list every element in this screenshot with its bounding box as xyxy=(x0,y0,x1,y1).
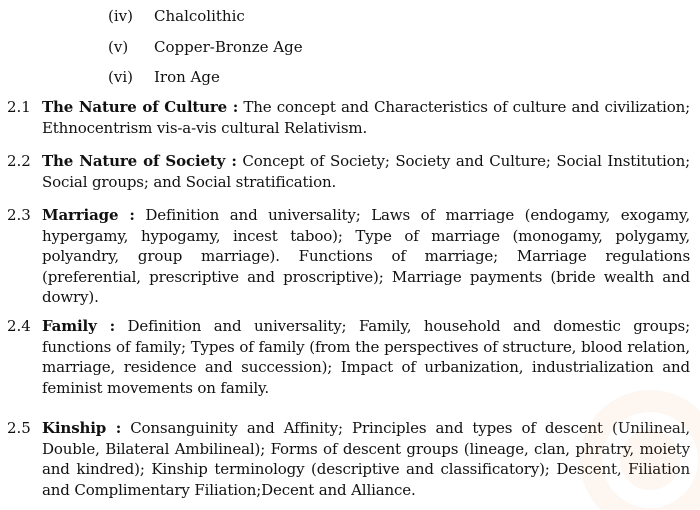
sub-item-vi xyxy=(108,67,220,87)
section-text: Definition and universality; Laws of marriage (endogamy, exogamy, hypergamy, hypogamy, incest taboo); Type of marriage (monogamy, polygamy, polyandry, group marriage). Functions of marriage; Marriage regulations (preferential, prescriptive and proscriptive); Marriage payments (bride wealth and dowry). xyxy=(42,206,690,306)
sub-item-label: Chalcolithic xyxy=(154,7,245,25)
section-text: The concept and Characteristics of culture and civilization; Ethnocentrism vis-a-vis cultural Relativism. xyxy=(42,98,690,137)
section-number: 2.1 xyxy=(7,98,31,116)
section-title: Marriage : xyxy=(42,206,135,224)
section-title: The Nature of Society : xyxy=(42,152,237,170)
section-number: 2.5 xyxy=(7,419,31,437)
sub-item-number: (v) xyxy=(108,38,129,56)
sub-item-v xyxy=(108,37,303,57)
sub-item-iv xyxy=(108,6,245,26)
section-body xyxy=(42,97,690,138)
sub-item-label: Copper-Bronze Age xyxy=(154,38,303,56)
watermark-logo-icon xyxy=(540,380,700,510)
section-number: 2.4 xyxy=(7,317,31,335)
sub-item-label: Iron Age xyxy=(154,68,220,86)
section-text: Consanguinity and Affinity; Principles and types of descent (Unilineal, Double, Bilateral Ambilineal); Forms of descent groups (lineage, clan, phratry, moiety and kindred); Kinship terminology (descriptive and classificatory); Descent, Filiation and Complimentary Filiation;Decent and Alliance. xyxy=(42,419,690,499)
section-title: Family : xyxy=(42,317,115,335)
section-number: 2.3 xyxy=(7,206,31,224)
section-body xyxy=(42,205,690,308)
sub-item-number: (iv) xyxy=(108,7,133,25)
section-title: The Nature of Culture : xyxy=(42,98,239,116)
section-title: Kinship : xyxy=(42,419,122,437)
section-text: Definition and universality; Family, household and domestic groups; functions of family; Types of family (from the perspectives of structure, blood relation, marriage, residence and succession); Impact of urbanization, industrialization and feminist movements on family. xyxy=(42,317,690,397)
section-body xyxy=(42,151,690,192)
section-text: Concept of Society; Society and Culture; Social Institution; Social groups; and Social stratification. xyxy=(42,152,690,191)
section-number: 2.2 xyxy=(7,152,31,170)
sub-item-number: (vi) xyxy=(108,68,133,86)
